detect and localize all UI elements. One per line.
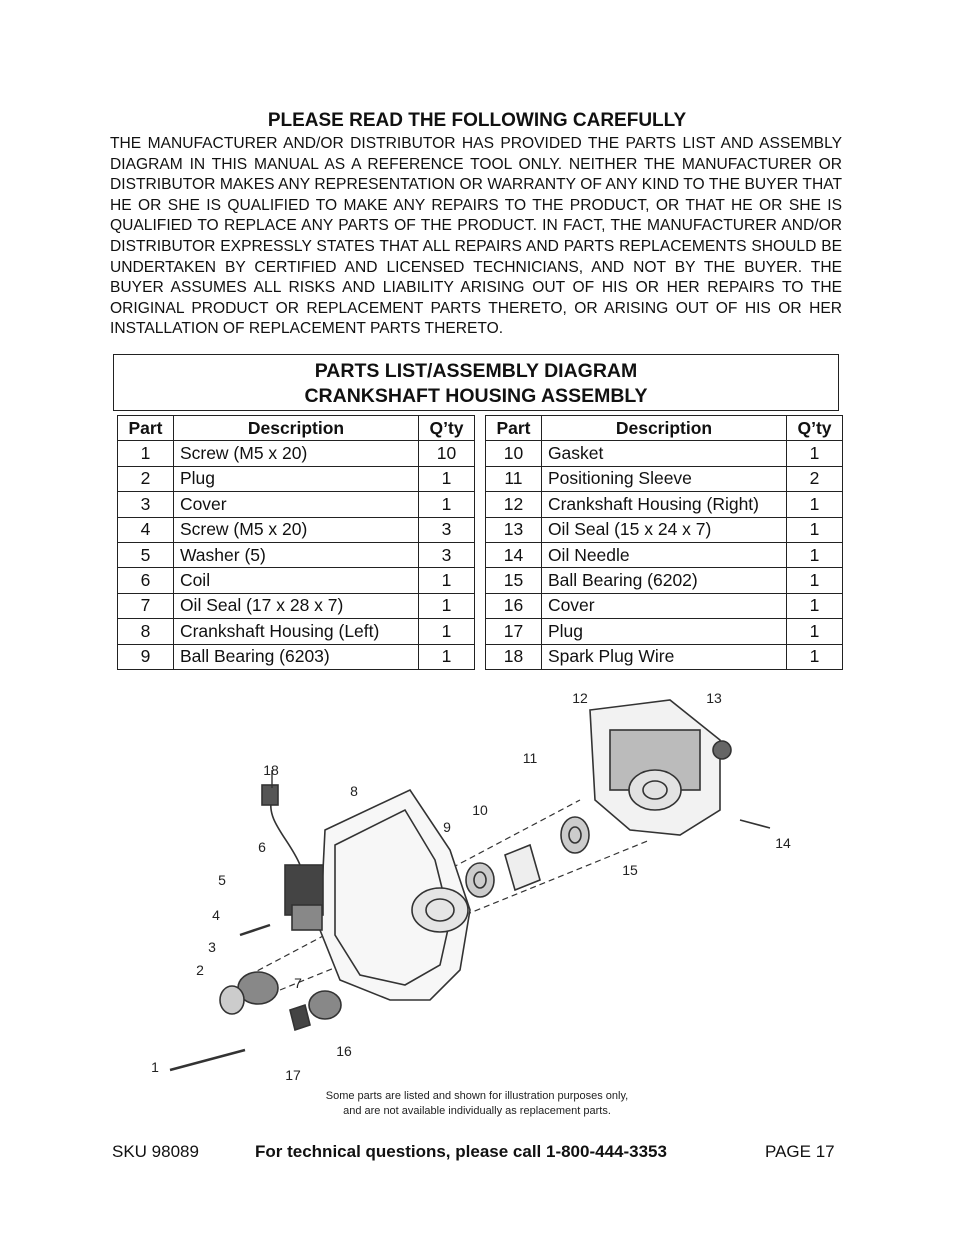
description-column-header: Description: [541, 416, 786, 441]
part-number-cell: 17: [486, 619, 542, 644]
part-number-cell: 11: [486, 466, 542, 491]
qty-cell: 1: [787, 619, 843, 644]
part-number-cell: 9: [118, 644, 174, 669]
illustration-note: [0, 1089, 954, 1119]
table-row: [486, 441, 843, 466]
description-cell: Plug: [541, 619, 786, 644]
table-header-row: [118, 416, 475, 441]
part-number-cell: 2: [118, 466, 174, 491]
callout-label-4: 4: [212, 907, 220, 923]
note-line-2: and are not available individually as replacement parts.: [343, 1105, 611, 1117]
description-cell: Crankshaft Housing (Left): [173, 619, 418, 644]
callout-label-1: 1: [151, 1059, 159, 1075]
callout-label-8: 8: [350, 783, 358, 799]
part-number-cell: 8: [118, 619, 174, 644]
qty-cell: 3: [419, 542, 475, 567]
description-column-header: Description: [173, 416, 418, 441]
qty-cell: 1: [787, 568, 843, 593]
description-cell: Plug: [173, 466, 418, 491]
footer-support-phone: For technical questions, please call 1-800-444-3353: [255, 1142, 667, 1161]
qty-cell: 3: [419, 517, 475, 542]
footer-sku: SKU 98089: [112, 1142, 199, 1161]
disclaimer-text: THE MANUFACTURER AND/OR DISTRIBUTOR HAS PROVIDED THE PARTS LIST AND ASSEMBLY DIAGRAM IN THIS MANUAL AS A REFERENCE TOOL ONLY. NEITHER THE MANUFACTURER OR DISTRIBUTOR MAKES ANY REPRESENTATION OR WARRANTY OF ANY KIND TO THE BUYER THAT HE OR SHE IS QUALIFIED TO MAKE ANY REPAIRS TO THE PRODUCT, OR THAT HE OR SHE IS QUALIFIED TO REPLACE ANY PARTS OF THE PRODUCT. IN FACT, THE MANUFACTURER AND/OR DISTRIBUTOR EXPRESSLY STATES THAT ALL REPAIRS AND PARTS REPLACEMENTS SHOULD BE UNDERTAKEN BY CERTIFIED AND LICENSED TECHNICIANS, AND NOT BY THE BUYER. THE BUYER ASSUMES ALL RISKS AND LIABILITY ARISING OUT OF HIS OR HER REPAIRS TO THE ORIGINAL PRODUCT OR REPLACEMENT PARTS THERETO, OR ARISING OUT OF HIS OR HER INSTALLATION OF REPLACEMENT PARTS THERETO.: [110, 135, 842, 338]
table-row: [118, 441, 475, 466]
description-cell: Cover: [541, 593, 786, 618]
part-number-cell: 7: [118, 593, 174, 618]
qty-cell: 1: [787, 517, 843, 542]
part-number-cell: 18: [486, 644, 542, 669]
parts-table-left: [117, 415, 475, 670]
callout-label-13: 13: [706, 690, 722, 706]
callout-label-7: 7: [294, 975, 302, 991]
parts-list-title: PARTS LIST/ASSEMBLY DIAGRAM: [314, 360, 638, 382]
assembly-diagram: [110, 680, 850, 1090]
description-cell: Oil Seal (17 x 28 x 7): [173, 593, 418, 618]
qty-cell: 1: [787, 644, 843, 669]
qty-cell: 10: [419, 441, 475, 466]
callout-label-6: 6: [258, 839, 266, 855]
table-row: [118, 619, 475, 644]
part-number-cell: 3: [118, 492, 174, 517]
description-cell: Washer (5): [173, 542, 418, 567]
table-row: [486, 542, 843, 567]
table-header-row: [486, 416, 843, 441]
description-cell: Ball Bearing (6202): [541, 568, 786, 593]
callout-label-2: 2: [196, 962, 204, 978]
qty-cell: 1: [419, 644, 475, 669]
part-number-cell: 5: [118, 542, 174, 567]
qty-column-header: Q’ty: [419, 416, 475, 441]
description-cell: Coil: [173, 568, 418, 593]
table-row: [118, 517, 475, 542]
callout-label-10: 10: [472, 802, 488, 818]
table-row: [118, 466, 475, 491]
qty-cell: 1: [419, 619, 475, 644]
qty-cell: 1: [419, 492, 475, 517]
table-row: [486, 492, 843, 517]
description-cell: Cover: [173, 492, 418, 517]
description-cell: Screw (M5 x 20): [173, 517, 418, 542]
callout-label-18: 18: [263, 762, 279, 778]
part-number-cell: 12: [486, 492, 542, 517]
callout-label-12: 12: [572, 690, 588, 706]
qty-cell: 1: [419, 593, 475, 618]
callout-label-11: 11: [522, 750, 538, 766]
table-row: [118, 568, 475, 593]
table-row: [118, 492, 475, 517]
note-line-1: Some parts are listed and shown for illustration purposes only,: [325, 1090, 629, 1102]
description-cell: Spark Plug Wire: [541, 644, 786, 669]
callout-label-17: 17: [285, 1067, 301, 1083]
callout-label-9: 9: [443, 819, 451, 835]
parts-list-title-box: [113, 354, 839, 411]
parts-table-right: [485, 415, 843, 670]
part-number-cell: 10: [486, 441, 542, 466]
qty-cell: 1: [787, 593, 843, 618]
part-number-cell: 13: [486, 517, 542, 542]
table-row: [486, 593, 843, 618]
table-row: [118, 542, 475, 567]
table-row: [486, 644, 843, 669]
description-cell: Crankshaft Housing (Right): [541, 492, 786, 517]
footer-page-number: PAGE 17: [765, 1142, 835, 1161]
description-cell: Oil Seal (15 x 24 x 7): [541, 517, 786, 542]
part-number-cell: 1: [118, 441, 174, 466]
description-cell: Screw (M5 x 20): [173, 441, 418, 466]
qty-cell: 1: [787, 441, 843, 466]
table-row: [118, 644, 475, 669]
table-row: [486, 619, 843, 644]
part-number-cell: 4: [118, 517, 174, 542]
description-cell: Positioning Sleeve: [541, 466, 786, 491]
qty-column-header: Q’ty: [787, 416, 843, 441]
description-cell: Oil Needle: [541, 542, 786, 567]
description-cell: Ball Bearing (6203): [173, 644, 418, 669]
callout-label-16: 16: [336, 1043, 352, 1059]
callout-label-3: 3: [208, 939, 216, 955]
callout-label-14: 14: [775, 835, 791, 851]
part-number-cell: 15: [486, 568, 542, 593]
callout-label-15: 15: [622, 862, 638, 878]
table-row: [486, 517, 843, 542]
qty-cell: 1: [787, 492, 843, 517]
part-number-cell: 6: [118, 568, 174, 593]
table-row: [486, 466, 843, 491]
qty-cell: 1: [419, 568, 475, 593]
table-row: [486, 568, 843, 593]
part-column-header: Part: [118, 416, 174, 441]
callout-label-5: 5: [218, 872, 226, 888]
table-row: [118, 593, 475, 618]
notice-heading: PLEASE READ THE FOLLOWING CAREFULLY: [267, 110, 687, 131]
part-number-cell: 16: [486, 593, 542, 618]
description-cell: Gasket: [541, 441, 786, 466]
qty-cell: 1: [787, 542, 843, 567]
part-number-cell: 14: [486, 542, 542, 567]
part-column-header: Part: [486, 416, 542, 441]
qty-cell: 1: [419, 466, 475, 491]
qty-cell: 2: [787, 466, 843, 491]
assembly-title: CRANKSHAFT HOUSING ASSEMBLY: [304, 385, 648, 407]
